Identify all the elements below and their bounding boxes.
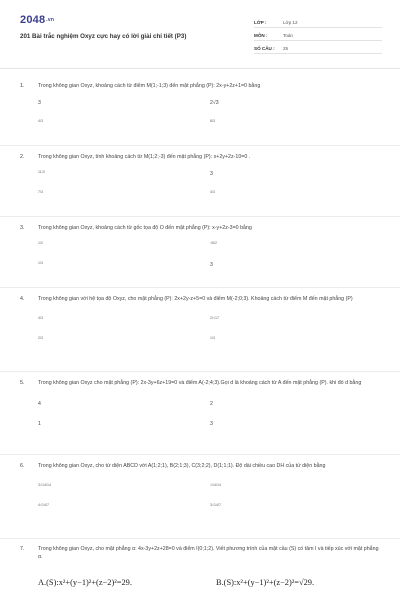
- question-number: 2.: [20, 154, 25, 160]
- question-number: 3.: [20, 225, 25, 231]
- divider: [0, 145, 400, 146]
- meta-value: Lớp 12: [283, 19, 298, 25]
- options: [20, 232, 380, 276]
- divider: [0, 287, 400, 288]
- options: [20, 303, 380, 355]
- option-d[interactable]: 3: [210, 262, 213, 269]
- option-b[interactable]: 2: [210, 401, 213, 408]
- question-text: Trong không gian Oxyz, tính khoảng cách từ M(1;2;-3) đến mặt phẳng (P): x+2y+2z-10=0 .: [38, 154, 251, 160]
- options: [20, 387, 380, 439]
- option-a[interactable]: 1/2: [38, 241, 43, 246]
- option-d[interactable]: 3: [210, 421, 213, 428]
- logo-suffix: .vn: [46, 17, 55, 24]
- option-d[interactable]: 1/3: [210, 336, 215, 341]
- question-number: 1.: [20, 83, 25, 89]
- question-2: [20, 153, 380, 205]
- meta-label: MÔN :: [254, 32, 268, 38]
- site-logo[interactable]: [20, 14, 54, 26]
- question-text: Trong không gian Oxyz, khoảng cách từ gốc tọa độ O đến mặt phẳng (P): x-y+2z-3=0 bằng: [38, 225, 252, 231]
- divider: [0, 371, 400, 372]
- question-text: Trong không gian với hệ tọa độ Oxyz, cho mặt phẳng (P): 2x+2y-z+5=0 và điểm M(-2;0;3). Khoảng cách từ điểm M đến mặt phẳng (P): [38, 296, 353, 302]
- option-b[interactable]: B.(S):x²+(y−1)²+(z−2)²=√29.: [216, 578, 315, 587]
- page-title: 201 Bài trắc nghiệm Oxyz cực hay có lời giải chi tiết (P3): [20, 33, 187, 40]
- question-5: [20, 379, 380, 439]
- option-c[interactable]: 2/3: [38, 336, 43, 341]
- header: [0, 0, 400, 69]
- logo-text: 2048: [20, 14, 46, 26]
- meta-label: SỐ CÂU :: [254, 45, 275, 51]
- option-a[interactable]: 3√14/14: [38, 483, 51, 488]
- option-a[interactable]: 4/3: [38, 316, 43, 321]
- options: [20, 161, 380, 205]
- divider: [0, 216, 400, 217]
- question-text: Trong không gian Oxyz, cho mặt phẳng α: 4x-3y+2z+28=0 và điểm I(0;1;2). Viết phương trình của mặt cầu (S) có tâm I và tiếp xúc với mặt phẳng α.: [38, 546, 379, 561]
- question-number: 5.: [20, 380, 25, 386]
- option-c[interactable]: 1/3: [38, 261, 43, 266]
- option-b[interactable]: √6/2: [210, 241, 217, 246]
- options: [20, 90, 380, 134]
- option-d[interactable]: 4/3: [210, 190, 215, 195]
- meta-row-subject: [254, 30, 382, 41]
- option-c[interactable]: 1: [38, 421, 41, 428]
- option-b[interactable]: √14/14: [210, 483, 221, 488]
- question-text: Trong không gian Oxyz, khoảng cách từ điểm M(1;-1;3) đến mặt phẳng (P): 2x-y+2z+1=0 bằng: [38, 83, 261, 89]
- question-number: 7.: [20, 546, 25, 552]
- options: [20, 470, 380, 522]
- option-a[interactable]: 3: [38, 100, 41, 107]
- meta-row-class: [254, 17, 382, 28]
- option-a[interactable]: 11/3: [38, 170, 45, 175]
- question-4: [20, 295, 380, 355]
- meta-value: 25: [283, 45, 289, 51]
- option-c[interactable]: 4√14/7: [38, 503, 49, 508]
- question-6: [20, 462, 380, 522]
- divider: [0, 454, 400, 455]
- divider: [0, 538, 400, 539]
- question-3: [20, 224, 380, 276]
- option-b[interactable]: 2/√17: [210, 316, 219, 321]
- option-a[interactable]: A.(S):x²+(y−1)²+(z−2)²=29.: [38, 578, 132, 587]
- option-d[interactable]: 8/3: [210, 119, 215, 124]
- question-text: Trong không gian Oxyz cho mặt phẳng (P): 2x-3y+6z+19=0 và điểm A(-2;4;3).Gọi d là khoảng cách từ A đến mặt phẳng (P). khi đó d bằng: [38, 380, 362, 386]
- meta-value: Toán: [283, 32, 293, 38]
- option-d[interactable]: 3√14/7: [210, 503, 221, 508]
- question-7: [20, 545, 380, 561]
- meta-row-count: [254, 43, 382, 54]
- option-b[interactable]: 2√3: [210, 100, 219, 107]
- option-a[interactable]: 4: [38, 401, 41, 408]
- option-c[interactable]: 4/3: [38, 119, 43, 124]
- option-b[interactable]: 3: [210, 171, 213, 178]
- question-number: 6.: [20, 463, 25, 469]
- option-c[interactable]: 7/3: [38, 190, 43, 195]
- meta-label: LỚP :: [254, 19, 267, 25]
- question-1: [20, 82, 380, 134]
- meta-info: [254, 17, 382, 56]
- question-number: 4.: [20, 296, 25, 302]
- question-text: Trong không gian Oxyz, cho tứ diện ABCD với A(1;2;1), B(2;1;3), C(3;2;2), D(1;1;1). Độ dài chiều cao DH của tứ diện bằng: [38, 463, 326, 469]
